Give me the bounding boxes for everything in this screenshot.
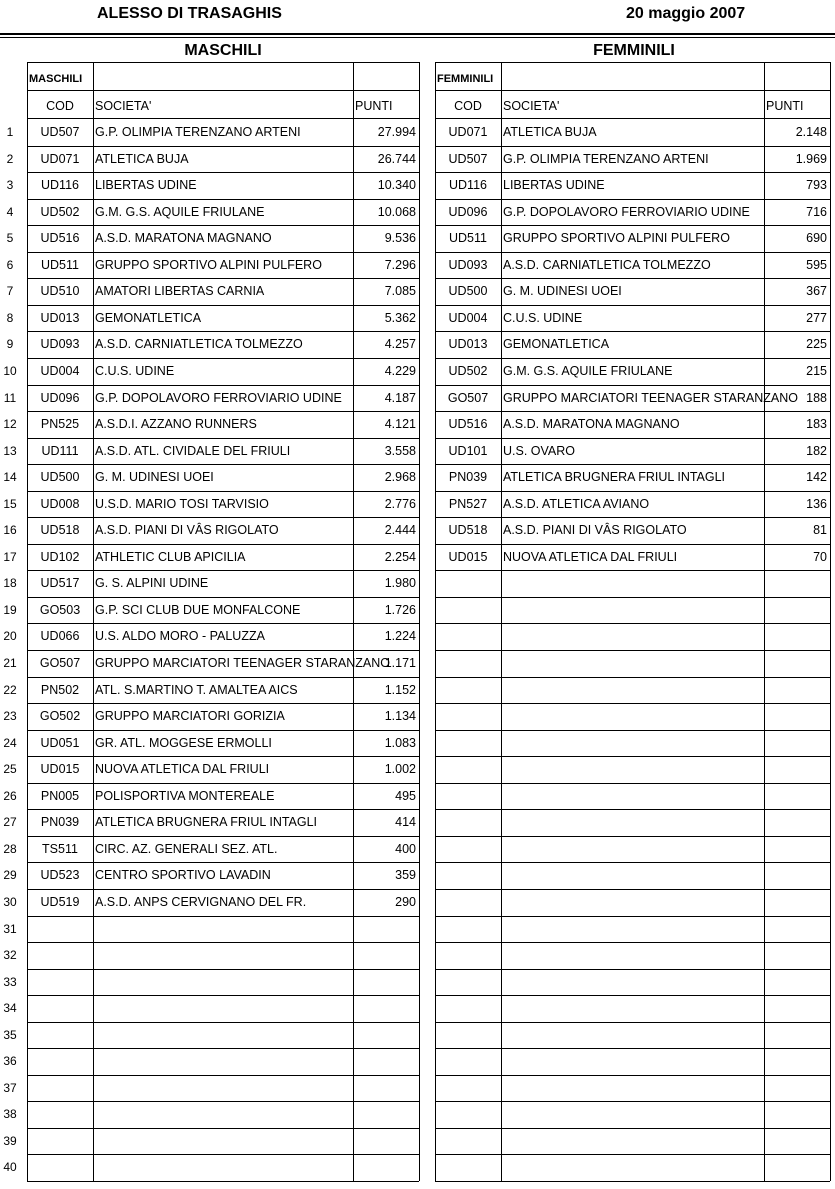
males-row-societa: LIBERTAS UDINE bbox=[95, 178, 197, 192]
row-number: 8 bbox=[6, 311, 14, 325]
males-row-punti: 359 bbox=[395, 868, 416, 882]
row-number: 20 bbox=[3, 629, 17, 643]
row-number: 13 bbox=[3, 444, 17, 458]
males-row-punti: 290 bbox=[395, 895, 416, 909]
females-row-cod: UD518 bbox=[448, 523, 488, 537]
females-row-border bbox=[435, 305, 830, 306]
females-row-border bbox=[435, 385, 830, 386]
females-row-cod: UD015 bbox=[448, 550, 488, 564]
males-row-punti: 495 bbox=[395, 789, 416, 803]
females-row-border bbox=[435, 730, 830, 731]
males-row-border bbox=[27, 438, 419, 439]
females-row-border bbox=[435, 862, 830, 863]
females-row-cod: UD500 bbox=[448, 284, 488, 298]
row-number: 2 bbox=[6, 152, 14, 166]
females-row-border bbox=[435, 118, 830, 119]
females-box-label: FEMMINILI bbox=[437, 73, 494, 85]
females-row-border bbox=[435, 597, 830, 598]
females-row-punti: 70 bbox=[813, 550, 827, 564]
males-row-cod: UD071 bbox=[40, 152, 80, 166]
males-row-border bbox=[27, 1154, 419, 1155]
females-row-border bbox=[435, 199, 830, 200]
males-row-societa: CIRC. AZ. GENERALI SEZ. ATL. bbox=[95, 842, 278, 856]
males-row-cod: UD500 bbox=[40, 470, 80, 484]
females-row-punti: 716 bbox=[806, 205, 827, 219]
females-row-punti: 81 bbox=[813, 523, 827, 537]
males-row-punti: 4.257 bbox=[384, 337, 416, 351]
females-row-societa: G.P. OLIMPIA TERENZANO ARTENI bbox=[503, 152, 709, 166]
males-row-cod: UD523 bbox=[40, 868, 80, 882]
females-row-border bbox=[435, 623, 830, 624]
males-row-cod: UD096 bbox=[40, 391, 80, 405]
females-row-societa: ATLETICA BRUGNERA FRIUL INTAGLI bbox=[503, 470, 726, 484]
females-row-border bbox=[435, 517, 830, 518]
row-number: 5 bbox=[6, 231, 14, 245]
males-row-cod: TS511 bbox=[42, 842, 78, 856]
females-row-cod: UD116 bbox=[449, 178, 487, 192]
males-row-border bbox=[27, 570, 419, 571]
males-row-punti: 7.085 bbox=[384, 284, 416, 298]
males-row-cod: UD518 bbox=[40, 523, 80, 537]
females-row-cod: UD511 bbox=[449, 231, 487, 245]
row-number: 3 bbox=[6, 178, 14, 192]
females-row-punti: 188 bbox=[806, 391, 827, 405]
males-row-border bbox=[27, 677, 419, 678]
males-row-societa: GRUPPO MARCIATORI TEENAGER STARANZANO bbox=[95, 656, 390, 670]
females-row-border bbox=[435, 916, 830, 917]
females-row-border bbox=[435, 146, 830, 147]
males-row-border bbox=[27, 146, 419, 147]
females-row-border bbox=[435, 1048, 830, 1049]
females-row-border bbox=[435, 969, 830, 970]
males-row-border bbox=[27, 464, 419, 465]
males-row-societa: A.S.D. ATL. CIVIDALE DEL FRIULI bbox=[95, 444, 291, 458]
males-row-cod: UD004 bbox=[40, 364, 80, 378]
females-row-border bbox=[435, 1022, 830, 1023]
row-number: 30 bbox=[3, 895, 17, 909]
males-row-cod: UD093 bbox=[40, 337, 80, 351]
males-row-cod: UD517 bbox=[40, 576, 80, 590]
row-number: 34 bbox=[3, 1001, 17, 1015]
females-row-border bbox=[435, 942, 830, 943]
row-number: 23 bbox=[3, 709, 17, 723]
row-number: 29 bbox=[3, 868, 17, 882]
females-row-border bbox=[435, 1128, 830, 1129]
females-row-border bbox=[435, 756, 830, 757]
males-row-cod: UD102 bbox=[40, 550, 80, 564]
males-row-societa: G.P. SCI CLUB DUE MONFALCONE bbox=[95, 603, 301, 617]
females-row-border bbox=[435, 411, 830, 412]
females-row-border bbox=[435, 1075, 830, 1076]
males-row-border bbox=[27, 650, 419, 651]
row-number: 24 bbox=[3, 736, 17, 750]
males-row-cod: GO502 bbox=[39, 709, 81, 723]
row-number: 15 bbox=[3, 497, 17, 511]
males-row-cod: GO503 bbox=[39, 603, 81, 617]
females-row-societa: GEMONATLETICA bbox=[503, 337, 610, 351]
males-row-societa: U.S.D. MARIO TOSI TARVISIO bbox=[95, 497, 269, 511]
females-row-cod: UD004 bbox=[448, 311, 488, 325]
females-row-border bbox=[435, 889, 830, 890]
females-row-border bbox=[435, 438, 830, 439]
females-row-societa: U.S. OVARO bbox=[503, 444, 576, 458]
females-row-border bbox=[435, 1101, 830, 1102]
header-rule bbox=[0, 33, 835, 35]
row-number: 21 bbox=[3, 656, 17, 670]
females-row-cod: UD502 bbox=[448, 364, 488, 378]
females-row-border bbox=[435, 358, 830, 359]
males-row-punti: 1.083 bbox=[384, 736, 416, 750]
males-row-border bbox=[27, 916, 419, 917]
males-row-border bbox=[27, 862, 419, 863]
males-row-societa: G. M. UDINESI UOEI bbox=[95, 470, 214, 484]
males-row-punti: 26.744 bbox=[377, 152, 416, 166]
males-col-border bbox=[419, 62, 420, 1181]
row-number: 25 bbox=[3, 762, 17, 776]
females-row-punti: 183 bbox=[806, 417, 827, 431]
males-col-header-punti: PUNTI bbox=[355, 99, 393, 113]
males-row-border bbox=[27, 1022, 419, 1023]
males-row-border bbox=[27, 278, 419, 279]
females-row-border bbox=[435, 172, 830, 173]
males-row-societa: A.S.D. PIANI DI VÂS RIGOLATO bbox=[95, 523, 279, 537]
males-row-border bbox=[27, 1075, 419, 1076]
males-row-punti: 10.068 bbox=[377, 205, 416, 219]
males-row-border bbox=[27, 942, 419, 943]
males-row-border bbox=[27, 623, 419, 624]
males-row-cod: UD507 bbox=[40, 125, 80, 139]
females-row-border bbox=[435, 278, 830, 279]
males-row-punti: 10.340 bbox=[377, 178, 416, 192]
males-row-punti: 2.968 bbox=[384, 470, 416, 484]
males-row-border bbox=[27, 730, 419, 731]
males-row-cod: UD066 bbox=[40, 629, 80, 643]
males-row-border bbox=[27, 889, 419, 890]
females-row-border bbox=[435, 650, 830, 651]
row-number: 12 bbox=[3, 417, 17, 431]
females-header-border bbox=[435, 90, 830, 91]
females-row-punti: 182 bbox=[806, 444, 827, 458]
males-row-punti: 1.002 bbox=[384, 762, 416, 776]
males-row-societa: A.S.D.I. AZZANO RUNNERS bbox=[95, 417, 257, 431]
males-row-cod: UD111 bbox=[41, 444, 79, 458]
males-row-border bbox=[27, 544, 419, 545]
males-row-border bbox=[27, 1048, 419, 1049]
females-row-societa: A.S.D. MARATONA MAGNANO bbox=[503, 417, 680, 431]
females-row-punti: 277 bbox=[806, 311, 827, 325]
males-row-societa: ATLETICA BRUGNERA FRIUL INTAGLI bbox=[95, 815, 318, 829]
males-row-border bbox=[27, 411, 419, 412]
row-number: 36 bbox=[3, 1054, 17, 1068]
females-row-cod: GO507 bbox=[447, 391, 489, 405]
females-row-border bbox=[435, 464, 830, 465]
females-row-societa: G. M. UDINESI UOEI bbox=[503, 284, 622, 298]
males-row-societa: AMATORI LIBERTAS CARNIA bbox=[95, 284, 265, 298]
row-number: 16 bbox=[3, 523, 17, 537]
males-row-border bbox=[27, 597, 419, 598]
males-row-border bbox=[27, 969, 419, 970]
row-number: 33 bbox=[3, 975, 17, 989]
males-row-societa: G.M. G.S. AQUILE FRIULANE bbox=[95, 205, 265, 219]
females-row-punti: 2.148 bbox=[795, 125, 827, 139]
females-row-cod: UD013 bbox=[448, 337, 488, 351]
males-row-societa: GEMONATLETICA bbox=[95, 311, 202, 325]
males-row-punti: 4.187 bbox=[384, 391, 416, 405]
row-number: 1 bbox=[6, 125, 14, 139]
header-date: 20 maggio 2007 bbox=[626, 5, 746, 22]
males-row-border bbox=[27, 1128, 419, 1129]
males-box-label: MASCHILI bbox=[29, 73, 83, 85]
males-col-border bbox=[93, 62, 94, 1181]
males-col-header-societa: SOCIETA' bbox=[95, 99, 152, 113]
males-row-societa: G. S. ALPINI UDINE bbox=[95, 576, 209, 590]
females-row-societa: LIBERTAS UDINE bbox=[503, 178, 605, 192]
males-section-title: MASCHILI bbox=[184, 42, 262, 59]
males-row-cod: UD015 bbox=[40, 762, 80, 776]
males-row-societa: NUOVA ATLETICA DAL FRIULI bbox=[95, 762, 270, 776]
males-row-border bbox=[27, 225, 419, 226]
males-row-societa: ATL. S.MARTINO T. AMALTEA AICS bbox=[95, 683, 298, 697]
row-number: 18 bbox=[3, 576, 17, 590]
males-row-punti: 9.536 bbox=[384, 231, 416, 245]
females-row-societa: A.S.D. ATLETICA AVIANO bbox=[503, 497, 650, 511]
header-location: ALESSO DI TRASAGHIS bbox=[97, 5, 282, 22]
row-number: 11 bbox=[3, 391, 17, 405]
females-col-header-societa: SOCIETA' bbox=[503, 99, 560, 113]
females-row-societa: A.S.D. PIANI DI VÂS RIGOLATO bbox=[503, 523, 687, 537]
males-row-punti: 4.229 bbox=[384, 364, 416, 378]
males-row-punti: 400 bbox=[395, 842, 416, 856]
row-number: 28 bbox=[3, 842, 17, 856]
row-number: 40 bbox=[3, 1160, 17, 1174]
row-number: 17 bbox=[3, 550, 17, 564]
males-row-societa: G.P. DOPOLAVORO FERROVIARIO UDINE bbox=[95, 391, 342, 405]
males-row-cod: PN039 bbox=[40, 815, 80, 829]
females-row-cod: UD516 bbox=[448, 417, 488, 431]
row-number: 10 bbox=[3, 364, 17, 378]
females-col-header-cod: COD bbox=[454, 99, 482, 113]
females-row-societa: G.M. G.S. AQUILE FRIULANE bbox=[503, 364, 673, 378]
males-row-cod: UD510 bbox=[40, 284, 80, 298]
males-row-border bbox=[27, 491, 419, 492]
males-row-punti: 5.362 bbox=[384, 311, 416, 325]
females-row-border bbox=[435, 544, 830, 545]
males-row-cod: UD519 bbox=[40, 895, 80, 909]
males-row-border bbox=[27, 1101, 419, 1102]
males-row-cod: PN005 bbox=[40, 789, 80, 803]
females-row-punti: 225 bbox=[806, 337, 827, 351]
males-row-cod: PN502 bbox=[40, 683, 80, 697]
males-row-cod: PN525 bbox=[40, 417, 80, 431]
females-top-border bbox=[435, 62, 830, 63]
males-row-societa: A.S.D. ANPS CERVIGNANO DEL FR. bbox=[95, 895, 307, 909]
males-top-border bbox=[27, 62, 419, 63]
row-number: 26 bbox=[3, 789, 17, 803]
females-row-punti: 793 bbox=[806, 178, 827, 192]
males-row-punti: 2.776 bbox=[384, 497, 416, 511]
females-row-societa: C.U.S. UDINE bbox=[503, 311, 583, 325]
females-col-border bbox=[830, 62, 831, 1181]
males-row-border bbox=[27, 172, 419, 173]
males-row-border bbox=[27, 783, 419, 784]
females-row-societa: NUOVA ATLETICA DAL FRIULI bbox=[503, 550, 678, 564]
males-row-cod: UD516 bbox=[40, 231, 80, 245]
males-row-border bbox=[27, 756, 419, 757]
males-row-punti: 27.994 bbox=[377, 125, 416, 139]
row-number: 38 bbox=[3, 1107, 17, 1121]
females-row-border bbox=[435, 809, 830, 810]
row-number: 14 bbox=[3, 470, 17, 484]
females-row-border bbox=[435, 1154, 830, 1155]
males-row-cod: GO507 bbox=[39, 656, 81, 670]
males-row-societa: G.P. OLIMPIA TERENZANO ARTENI bbox=[95, 125, 301, 139]
males-row-border bbox=[27, 118, 419, 119]
females-section-title: FEMMINILI bbox=[593, 42, 675, 59]
males-row-punti: 2.444 bbox=[384, 523, 416, 537]
females-row-punti: 595 bbox=[806, 258, 827, 272]
males-row-border bbox=[27, 358, 419, 359]
males-row-border bbox=[27, 305, 419, 306]
males-row-societa: A.S.D. CARNIATLETICA TOLMEZZO bbox=[95, 337, 303, 351]
males-row-border bbox=[27, 703, 419, 704]
females-row-punti: 1.969 bbox=[795, 152, 827, 166]
row-number: 27 bbox=[3, 815, 17, 829]
males-row-border bbox=[27, 995, 419, 996]
row-number: 39 bbox=[3, 1134, 17, 1148]
males-row-border bbox=[27, 517, 419, 518]
females-row-punti: 215 bbox=[806, 364, 827, 378]
males-row-cod: UD502 bbox=[40, 205, 80, 219]
females-row-societa: A.S.D. CARNIATLETICA TOLMEZZO bbox=[503, 258, 711, 272]
row-number: 4 bbox=[6, 205, 14, 219]
males-row-border bbox=[27, 199, 419, 200]
males-row-punti: 1.726 bbox=[384, 603, 416, 617]
row-number: 9 bbox=[6, 337, 14, 351]
row-number: 7 bbox=[6, 284, 14, 298]
females-row-punti: 690 bbox=[806, 231, 827, 245]
males-row-punti: 4.121 bbox=[384, 417, 416, 431]
males-row-border bbox=[27, 1181, 419, 1182]
females-col-border bbox=[501, 62, 502, 1181]
females-row-border bbox=[435, 783, 830, 784]
females-row-border bbox=[435, 252, 830, 253]
males-row-societa: ATHLETIC CLUB APICILIA bbox=[95, 550, 246, 564]
females-row-cod: PN039 bbox=[448, 470, 488, 484]
males-row-cod: UD511 bbox=[41, 258, 79, 272]
header-rule-thin bbox=[0, 37, 835, 38]
males-row-border bbox=[27, 331, 419, 332]
males-row-societa: C.U.S. UDINE bbox=[95, 364, 175, 378]
males-row-punti: 1.224 bbox=[384, 629, 416, 643]
females-row-border bbox=[435, 677, 830, 678]
males-row-punti: 7.296 bbox=[384, 258, 416, 272]
males-row-societa: GRUPPO MARCIATORI GORIZIA bbox=[95, 709, 285, 723]
row-number: 6 bbox=[6, 258, 14, 272]
males-row-societa: GR. ATL. MOGGESE ERMOLLI bbox=[95, 736, 272, 750]
males-row-border bbox=[27, 809, 419, 810]
males-row-punti: 2.254 bbox=[384, 550, 416, 564]
males-row-border bbox=[27, 385, 419, 386]
males-header-border bbox=[27, 90, 419, 91]
females-row-cod: UD101 bbox=[448, 444, 488, 458]
females-row-border bbox=[435, 836, 830, 837]
females-row-societa: G.P. DOPOLAVORO FERROVIARIO UDINE bbox=[503, 205, 750, 219]
males-row-punti: 414 bbox=[395, 815, 416, 829]
females-row-border bbox=[435, 703, 830, 704]
males-row-societa: ATLETICA BUJA bbox=[95, 152, 189, 166]
males-row-punti: 1.134 bbox=[384, 709, 416, 723]
females-row-border bbox=[435, 225, 830, 226]
females-row-cod: UD071 bbox=[448, 125, 488, 139]
row-number: 31 bbox=[3, 922, 17, 936]
females-row-border bbox=[435, 570, 830, 571]
males-row-punti: 1.171 bbox=[384, 656, 416, 670]
females-row-punti: 367 bbox=[806, 284, 827, 298]
males-row-cod: UD116 bbox=[41, 178, 79, 192]
males-row-societa: A.S.D. MARATONA MAGNANO bbox=[95, 231, 272, 245]
males-row-societa: GRUPPO SPORTIVO ALPINI PULFERO bbox=[95, 258, 322, 272]
row-number: 19 bbox=[3, 603, 17, 617]
row-number: 32 bbox=[3, 948, 17, 962]
row-number: 35 bbox=[3, 1028, 17, 1042]
females-row-societa: GRUPPO MARCIATORI TEENAGER STARANZANO bbox=[503, 391, 798, 405]
females-row-cod: UD096 bbox=[448, 205, 488, 219]
row-number: 37 bbox=[3, 1081, 17, 1095]
males-row-societa: POLISPORTIVA MONTEREALE bbox=[95, 789, 275, 803]
males-row-cod: UD008 bbox=[40, 497, 80, 511]
males-row-cod: UD013 bbox=[40, 311, 80, 325]
females-row-cod: PN527 bbox=[448, 497, 488, 511]
females-row-cod: UD507 bbox=[448, 152, 488, 166]
males-row-border bbox=[27, 252, 419, 253]
females-row-punti: 142 bbox=[806, 470, 827, 484]
males-row-cod: UD051 bbox=[40, 736, 80, 750]
females-row-border bbox=[435, 1181, 830, 1182]
males-row-border bbox=[27, 836, 419, 837]
males-row-societa: CENTRO SPORTIVO LAVADIN bbox=[95, 868, 271, 882]
females-row-punti: 136 bbox=[806, 497, 827, 511]
females-row-border bbox=[435, 995, 830, 996]
males-row-societa: U.S. ALDO MORO - PALUZZA bbox=[95, 629, 265, 643]
females-row-border bbox=[435, 491, 830, 492]
females-row-border bbox=[435, 331, 830, 332]
females-row-societa: GRUPPO SPORTIVO ALPINI PULFERO bbox=[503, 231, 730, 245]
males-row-punti: 1.152 bbox=[384, 683, 416, 697]
females-row-cod: UD093 bbox=[448, 258, 488, 272]
males-row-punti: 3.558 bbox=[384, 444, 416, 458]
females-col-header-punti: PUNTI bbox=[766, 99, 804, 113]
females-row-societa: ATLETICA BUJA bbox=[503, 125, 597, 139]
males-row-punti: 1.980 bbox=[384, 576, 416, 590]
males-col-header-cod: COD bbox=[46, 99, 74, 113]
row-number: 22 bbox=[3, 683, 17, 697]
